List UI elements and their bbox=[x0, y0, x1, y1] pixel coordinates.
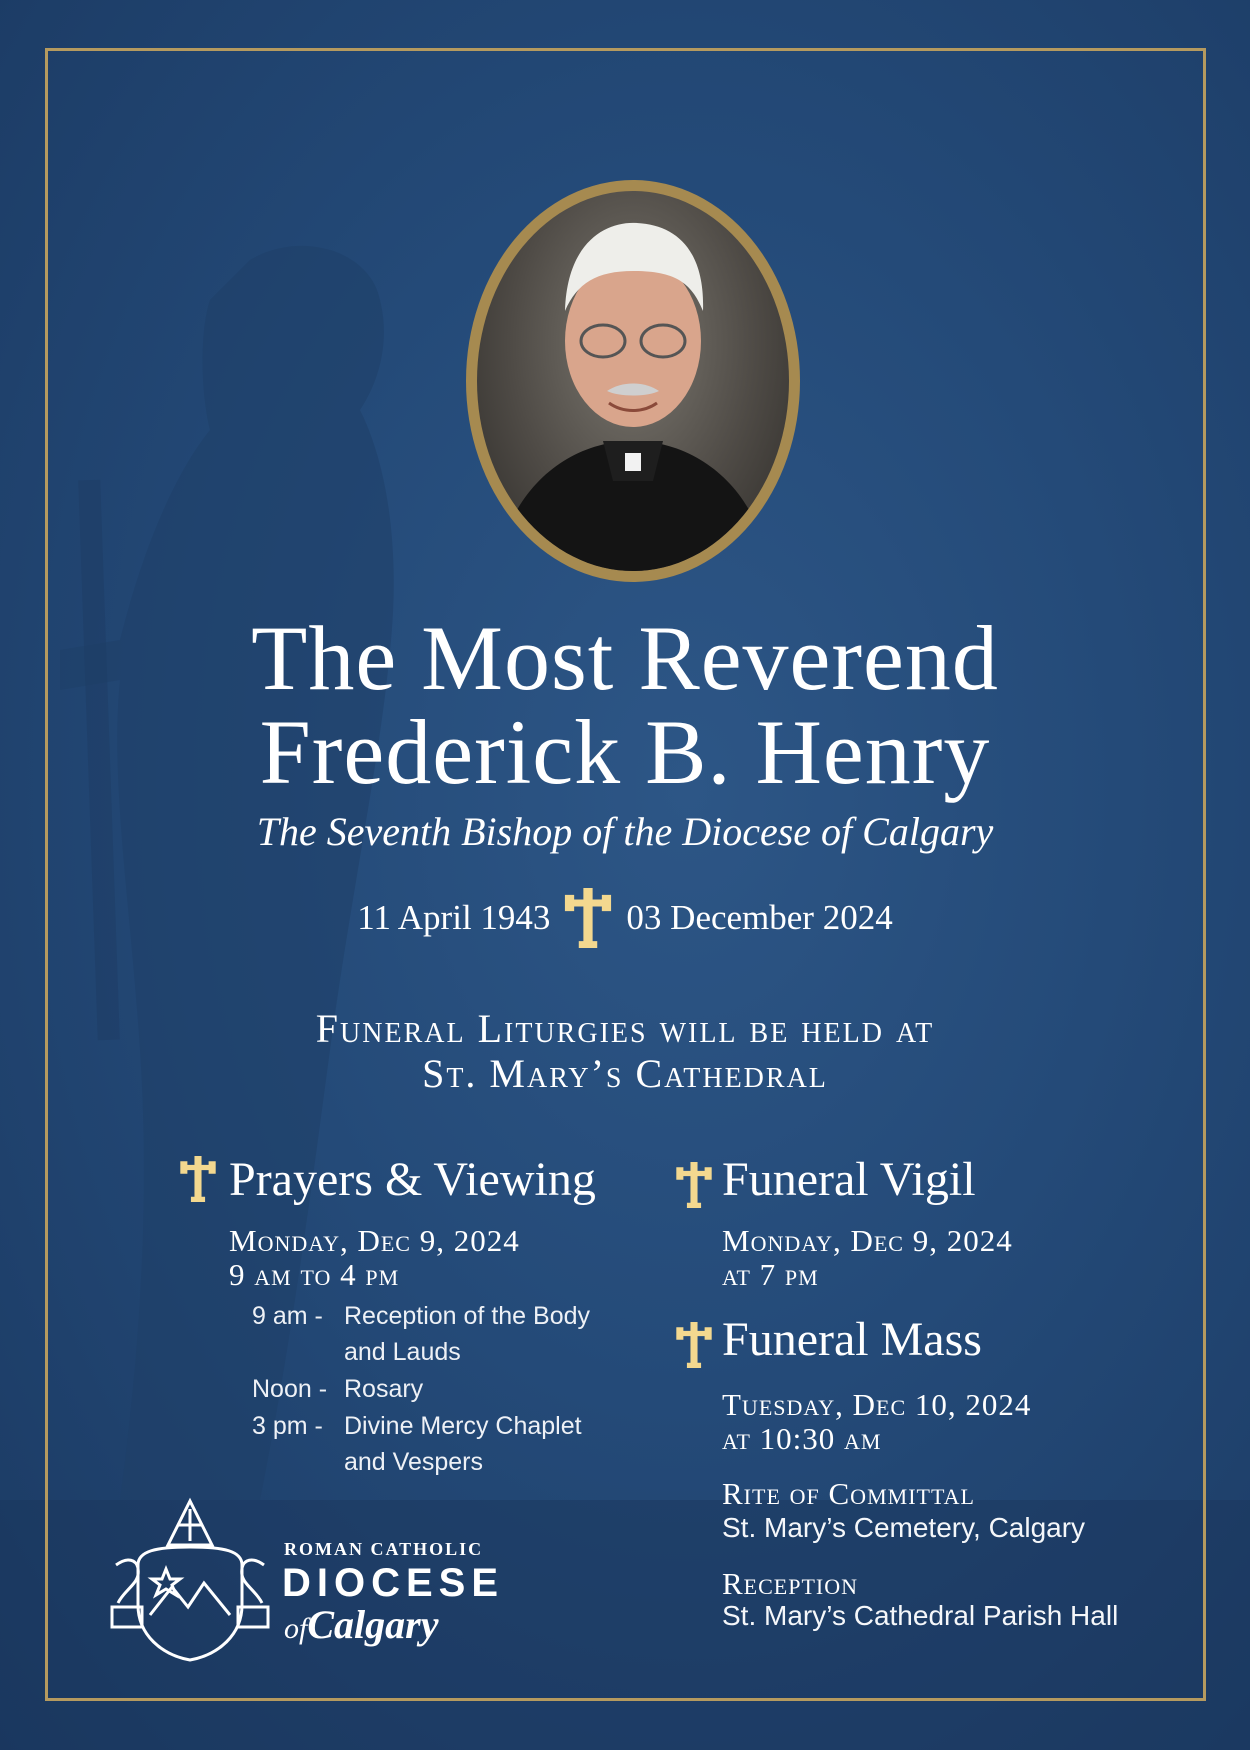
logo-text-roman-catholic: ROMAN CATHOLIC bbox=[284, 1539, 484, 1559]
cross-icon bbox=[562, 888, 614, 948]
schedule-time: 9 am - bbox=[252, 1302, 323, 1330]
mass-date: Tuesday, Dec 10, 2024 bbox=[722, 1387, 1032, 1422]
diocese-crest-icon bbox=[110, 1495, 270, 1665]
announcement-line-2: St. Mary’s Cathedral bbox=[422, 1051, 828, 1096]
cross-icon bbox=[180, 1156, 216, 1202]
mass-time: at 10:30 am bbox=[722, 1421, 882, 1456]
schedule-time: Noon - bbox=[252, 1375, 328, 1403]
viewing-schedule bbox=[252, 1298, 652, 1488]
logo-text-name: Calgary bbox=[307, 1602, 439, 1647]
title-line-1: The Most Reverend bbox=[251, 607, 999, 709]
title-line-2: Frederick B. Henry bbox=[259, 701, 991, 803]
schedule-activity-cont: and Vespers bbox=[344, 1448, 483, 1476]
bishop-portrait bbox=[477, 191, 789, 571]
schedule-activity-cont: and Lauds bbox=[344, 1338, 461, 1366]
cross-icon bbox=[676, 1322, 712, 1368]
schedule-time: 3 pm - bbox=[252, 1412, 323, 1440]
announcement-line-1: Funeral Liturgies will be held at bbox=[315, 1006, 935, 1051]
viewing-title: Prayers & Viewing bbox=[229, 1153, 596, 1206]
viewing-hours: 9 am to 4 pm bbox=[229, 1257, 400, 1292]
death-date: 03 December 2024 bbox=[626, 898, 893, 937]
schedule-activity: Divine Mercy Chaplet bbox=[344, 1412, 582, 1440]
logo-text-calgary bbox=[284, 1601, 438, 1648]
life-dates bbox=[0, 888, 1250, 948]
schedule-activity: Reception of the Body bbox=[344, 1302, 590, 1330]
birth-date: 11 April 1943 bbox=[357, 898, 551, 937]
committal-place: St. Mary’s Cemetery, Calgary bbox=[722, 1512, 1086, 1543]
subtitle: The Seventh Bishop of the Diocese of Calgary bbox=[256, 809, 994, 854]
vigil-time: at 7 pm bbox=[722, 1257, 819, 1292]
portrait-figure bbox=[477, 191, 789, 571]
reception-label: Reception bbox=[722, 1566, 859, 1601]
logo-text-diocese: DIOCESE bbox=[282, 1561, 505, 1605]
vigil-date: Monday, Dec 9, 2024 bbox=[722, 1223, 1013, 1258]
cross-icon bbox=[676, 1162, 712, 1208]
reception-place: St. Mary’s Cathedral Parish Hall bbox=[722, 1600, 1119, 1631]
viewing-date: Monday, Dec 9, 2024 bbox=[229, 1223, 520, 1258]
schedule-activity: Rosary bbox=[344, 1375, 424, 1403]
logo-text-of: of bbox=[284, 1612, 308, 1645]
mass-title: Funeral Mass bbox=[722, 1313, 982, 1366]
vigil-title: Funeral Vigil bbox=[722, 1153, 976, 1206]
committal-label: Rite of Committal bbox=[722, 1476, 975, 1511]
